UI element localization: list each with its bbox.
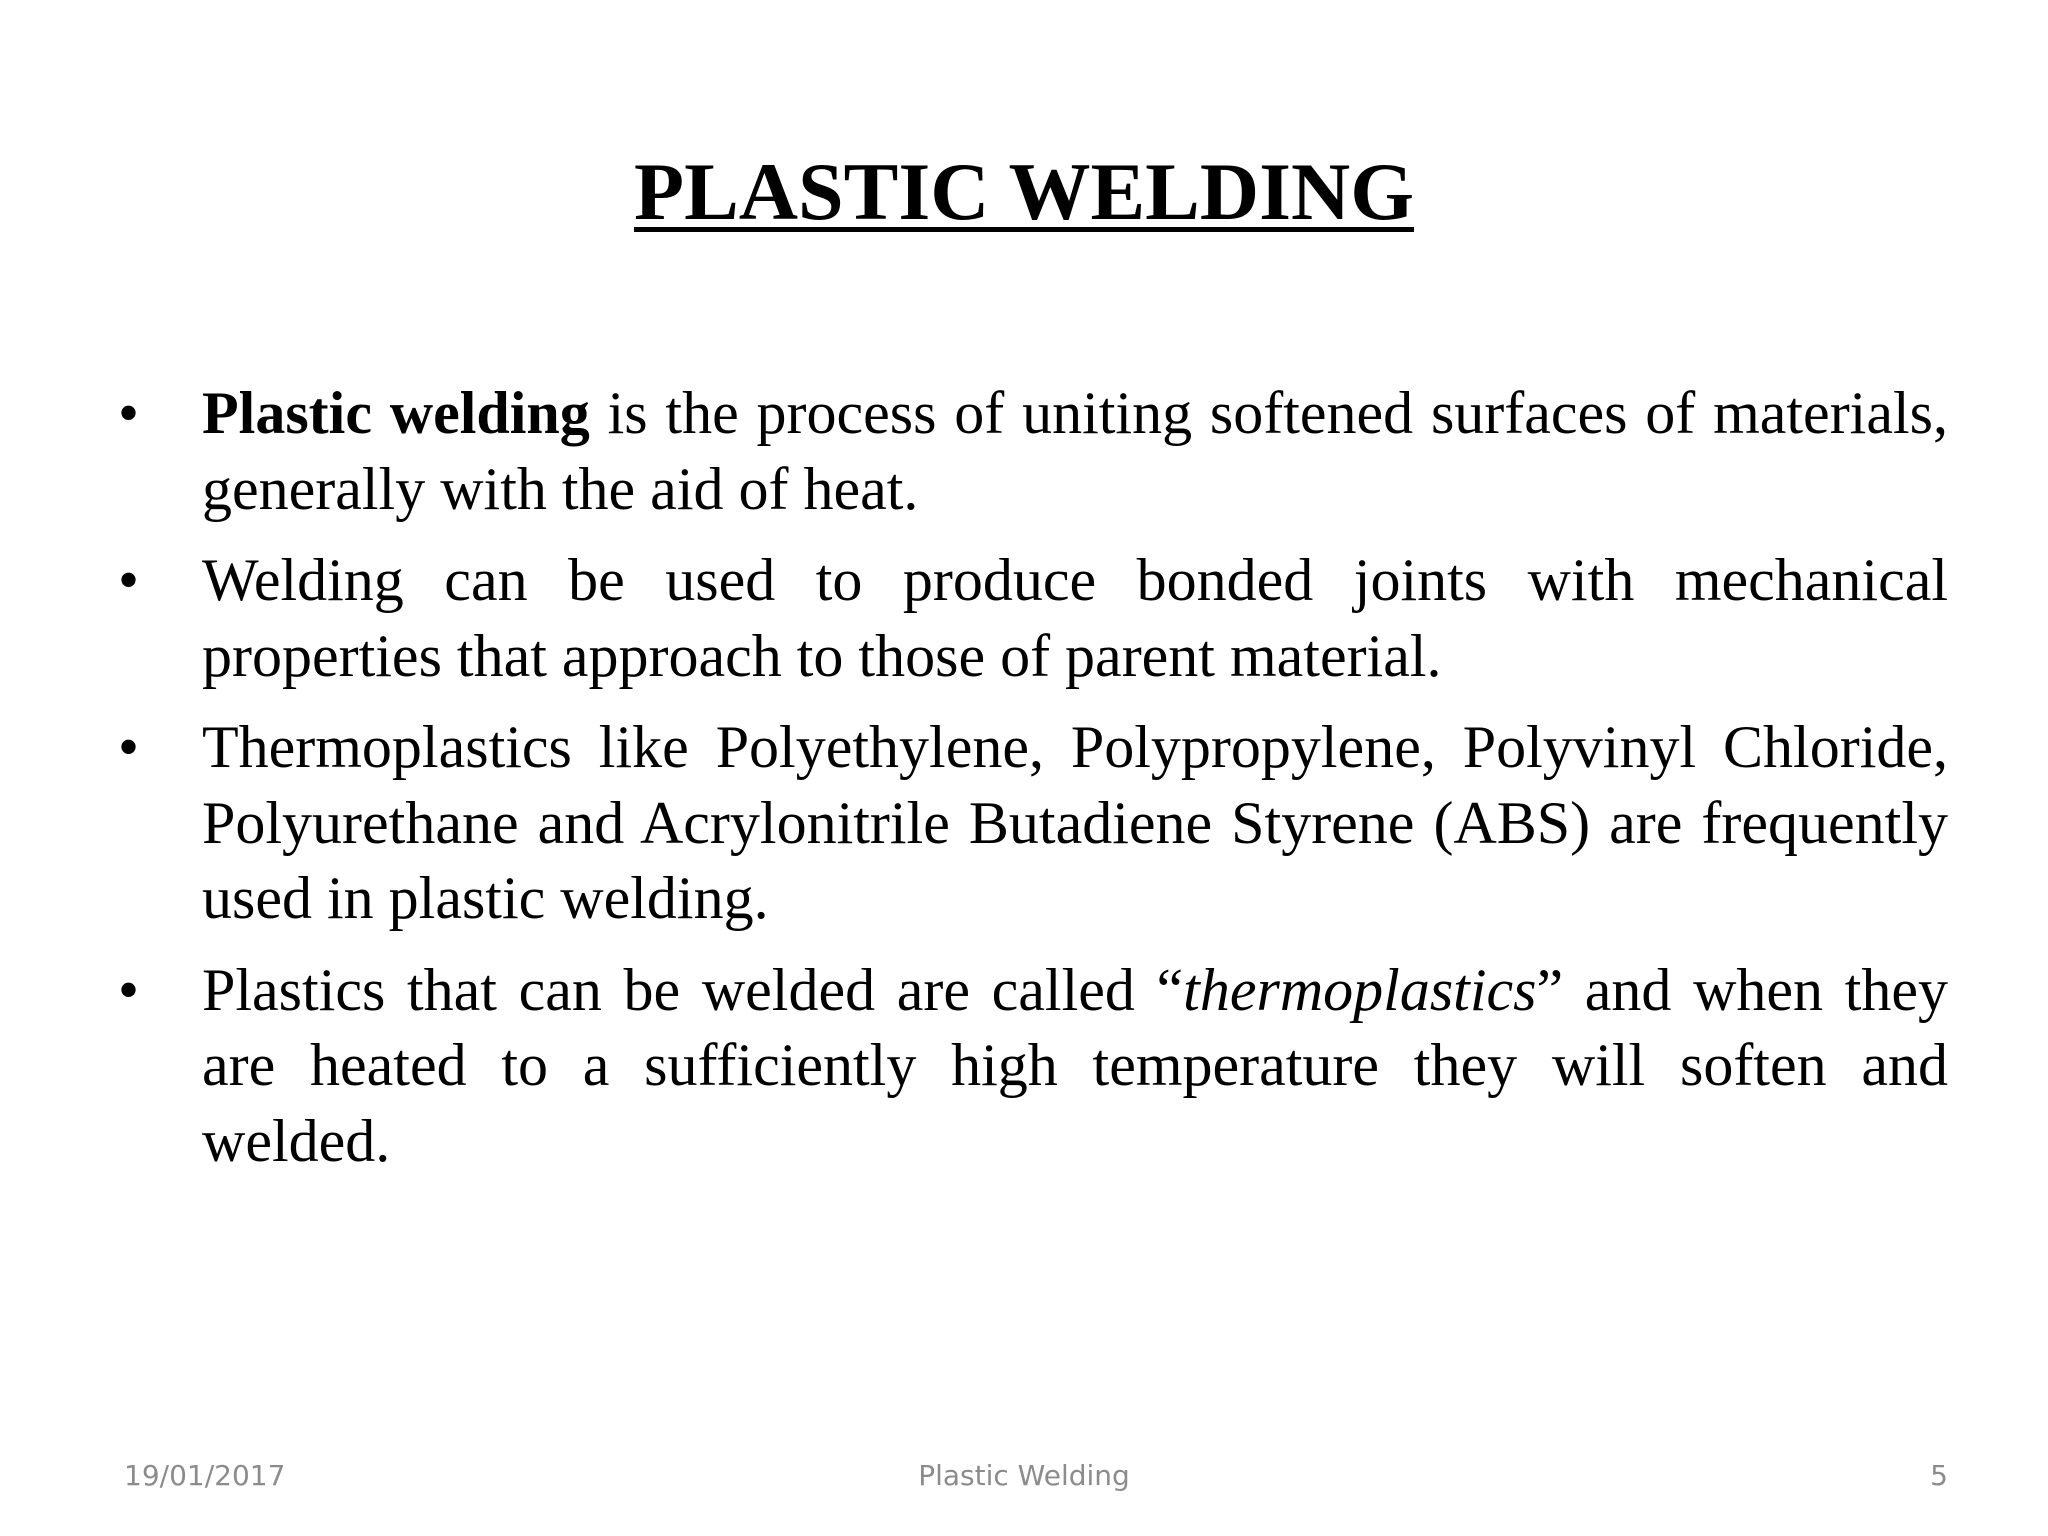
italic-term: thermoplastics (1183, 956, 1537, 1023)
bullet-text: is the process of uniting softened surfaces of materials, generally with the aid of heat. (202, 380, 1948, 522)
bullet-dot: • (118, 956, 140, 1023)
slide-title (0, 142, 2048, 242)
footer-page-number: 5 (1930, 1459, 1948, 1492)
bullet-item-joints (118, 543, 1948, 694)
footer-date: 19/01/2017 (124, 1459, 286, 1492)
bullet-list (118, 376, 1948, 1195)
footer-title: Plastic Welding (918, 1459, 1130, 1492)
slide-title-text: PLASTIC WELDING (634, 146, 1414, 237)
bullet-item-definition (118, 376, 1948, 527)
bullet-text-after: ” and when they are heated to a sufficiently high temperature they will soften and welded. (202, 956, 1948, 1174)
bullet-item-weldable-plastics (118, 953, 1948, 1180)
bullet-dot: • (118, 547, 140, 613)
bullet-dot: • (118, 714, 140, 780)
bullet-dot: • (118, 380, 140, 446)
bullet-text: Welding can be used to produce bonded joints with mechanical properties that approach to those of parent material. (202, 547, 1948, 689)
bullet-text-before: Plastics that can be welded are called “ (202, 956, 1184, 1023)
bullet-text: Thermoplastics like Polyethylene, Polypropylene, Polyvinyl Chloride, Polyurethane and Acrylonitrile Butadiene Styrene (ABS) are frequently used in plastic welding. (202, 714, 1948, 931)
bold-term: Plastic welding (202, 380, 590, 446)
bullet-item-thermoplastics-list (118, 710, 1948, 937)
